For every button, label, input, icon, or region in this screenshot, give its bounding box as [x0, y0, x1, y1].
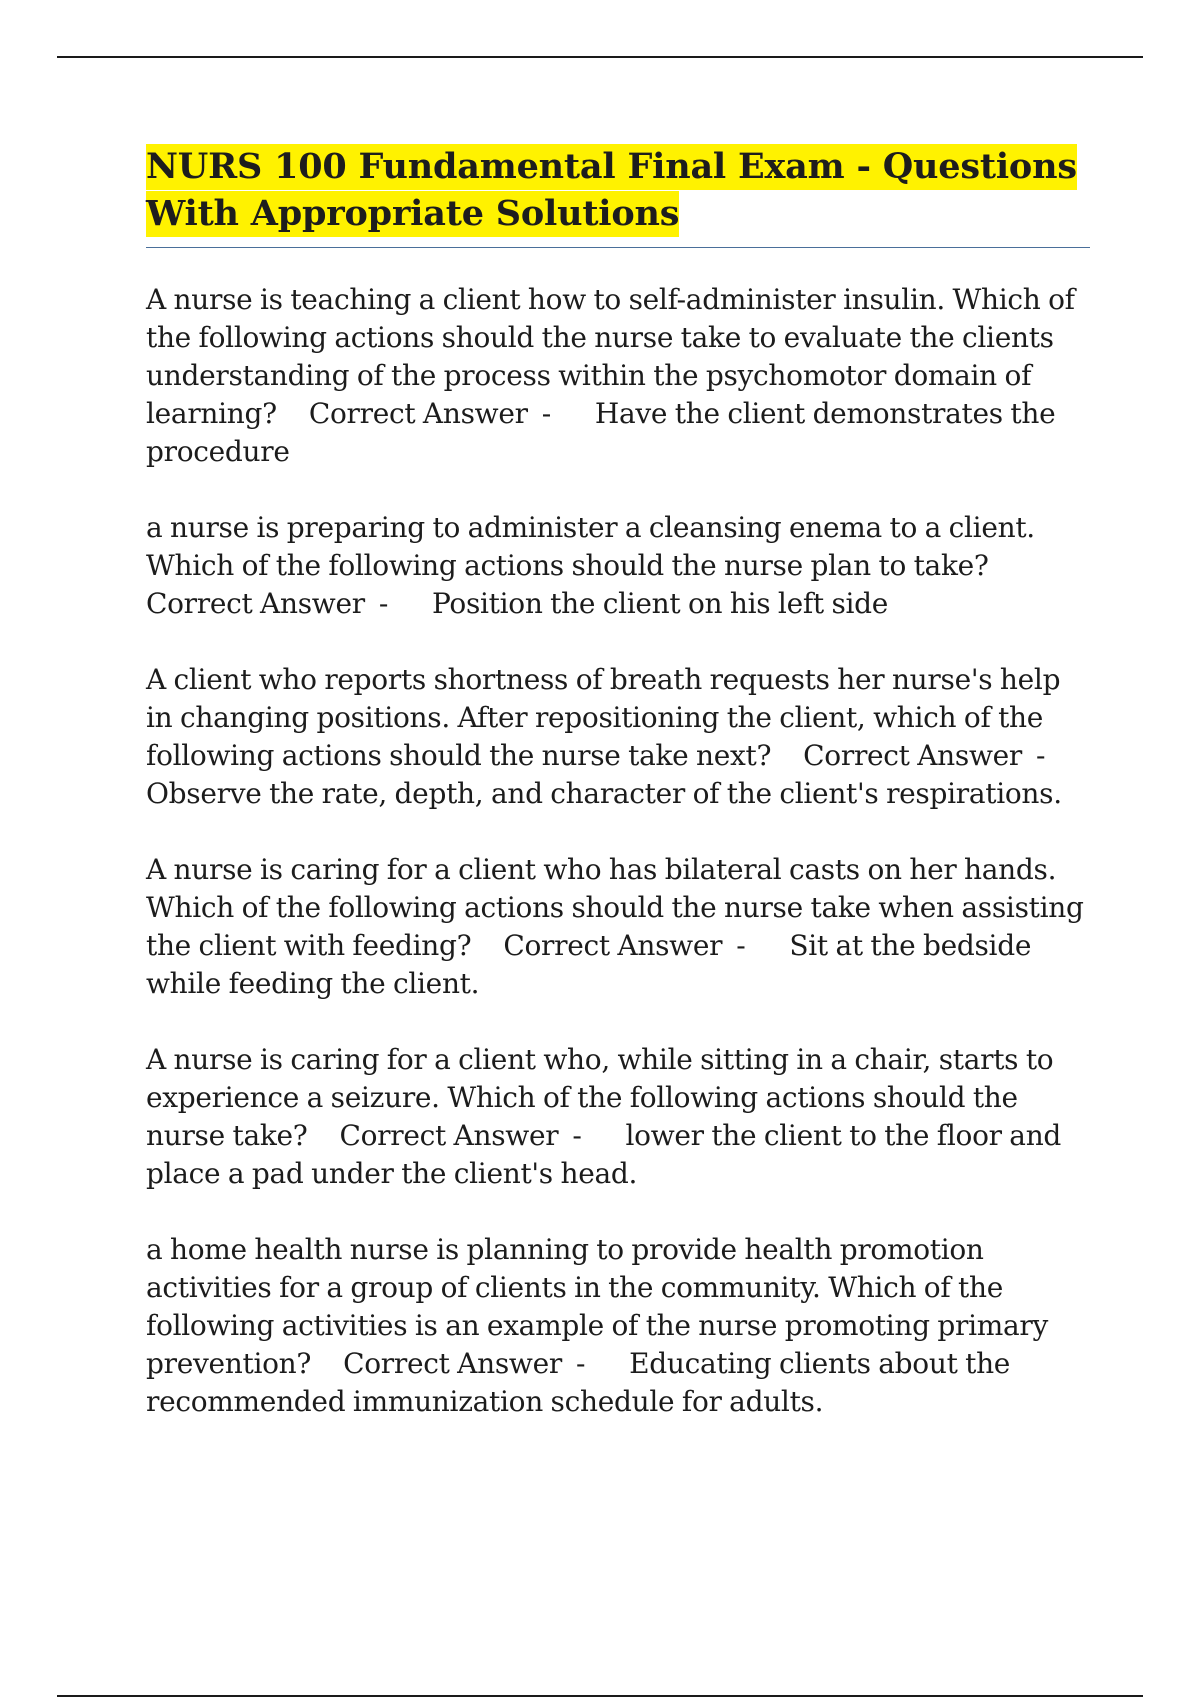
page-top-rule [57, 56, 1143, 58]
question-text: A client who reports shortness of breath requests her nurse's help in changing positions. After repositioning the client, which of the following actions should the nurse take next? [146, 663, 1061, 772]
qa-item [146, 281, 1090, 471]
answer-separator: - [378, 587, 388, 620]
page-bottom-rule [57, 1695, 1143, 1697]
title-underline [146, 247, 1090, 248]
answer-text: Position the client on his left side [431, 587, 889, 620]
qa-item [146, 1041, 1090, 1193]
document-body [146, 143, 1090, 1459]
qa-item [146, 851, 1090, 1003]
answer-text: Have the client demonstrates the procedure [146, 397, 1056, 468]
answer-label: Correct Answer [146, 587, 365, 620]
answer-text: Observe the rate, depth, and character of the client's respirations. [146, 777, 1062, 810]
answer-separator: - [736, 929, 746, 962]
answer-label: Correct Answer [503, 929, 723, 962]
answer-separator: - [541, 397, 551, 430]
question-text: A nurse is caring for a client who, while sitting in a chair, starts to experience a seizure. Which of the following actions should the nurse take? [146, 1043, 1054, 1152]
question-text: a home health nurse is planning to provide health promotion activities for a group of clients in the community. Which of the following activities is an example of the nurse promoting primary prevention? [146, 1233, 1048, 1380]
qa-item [146, 1231, 1090, 1421]
answer-text: Sit at the bedside while feeding the client. [146, 929, 1032, 1000]
answer-label: Correct Answer [803, 739, 1022, 772]
answer-label: Correct Answer [308, 397, 528, 430]
qa-item [146, 661, 1090, 813]
answer-label: Correct Answer [339, 1119, 559, 1152]
question-text: A nurse is teaching a client how to self-administer insulin. Which of the following actions should the nurse take to evaluate the clients understanding of the process within the psychomotor domain of learning? [146, 283, 1075, 430]
answer-label: Correct Answer [343, 1347, 562, 1380]
qa-item [146, 509, 1090, 623]
answer-text: Educating clients about the recommended immunization schedule for adults. [146, 1347, 1011, 1418]
answer-separator: - [1035, 739, 1046, 772]
answer-text: lower the client to the floor and place a pad under the client's head. [146, 1119, 1062, 1190]
question-text: a nurse is preparing to administer a cleansing enema to a client. Which of the following actions should the nurse plan to take? [146, 511, 1035, 582]
document-title [146, 143, 1090, 237]
title-highlight: NURS 100 Fundamental Final Exam - Questions With Appropriate Solutions [146, 144, 1077, 237]
qa-list [146, 281, 1090, 1421]
question-text: A nurse is caring for a client who has bilateral casts on her hands. Which of the following actions should the nurse take when assisting the client with feeding? [146, 853, 1084, 962]
answer-separator: - [572, 1119, 582, 1152]
answer-separator: - [575, 1347, 586, 1380]
